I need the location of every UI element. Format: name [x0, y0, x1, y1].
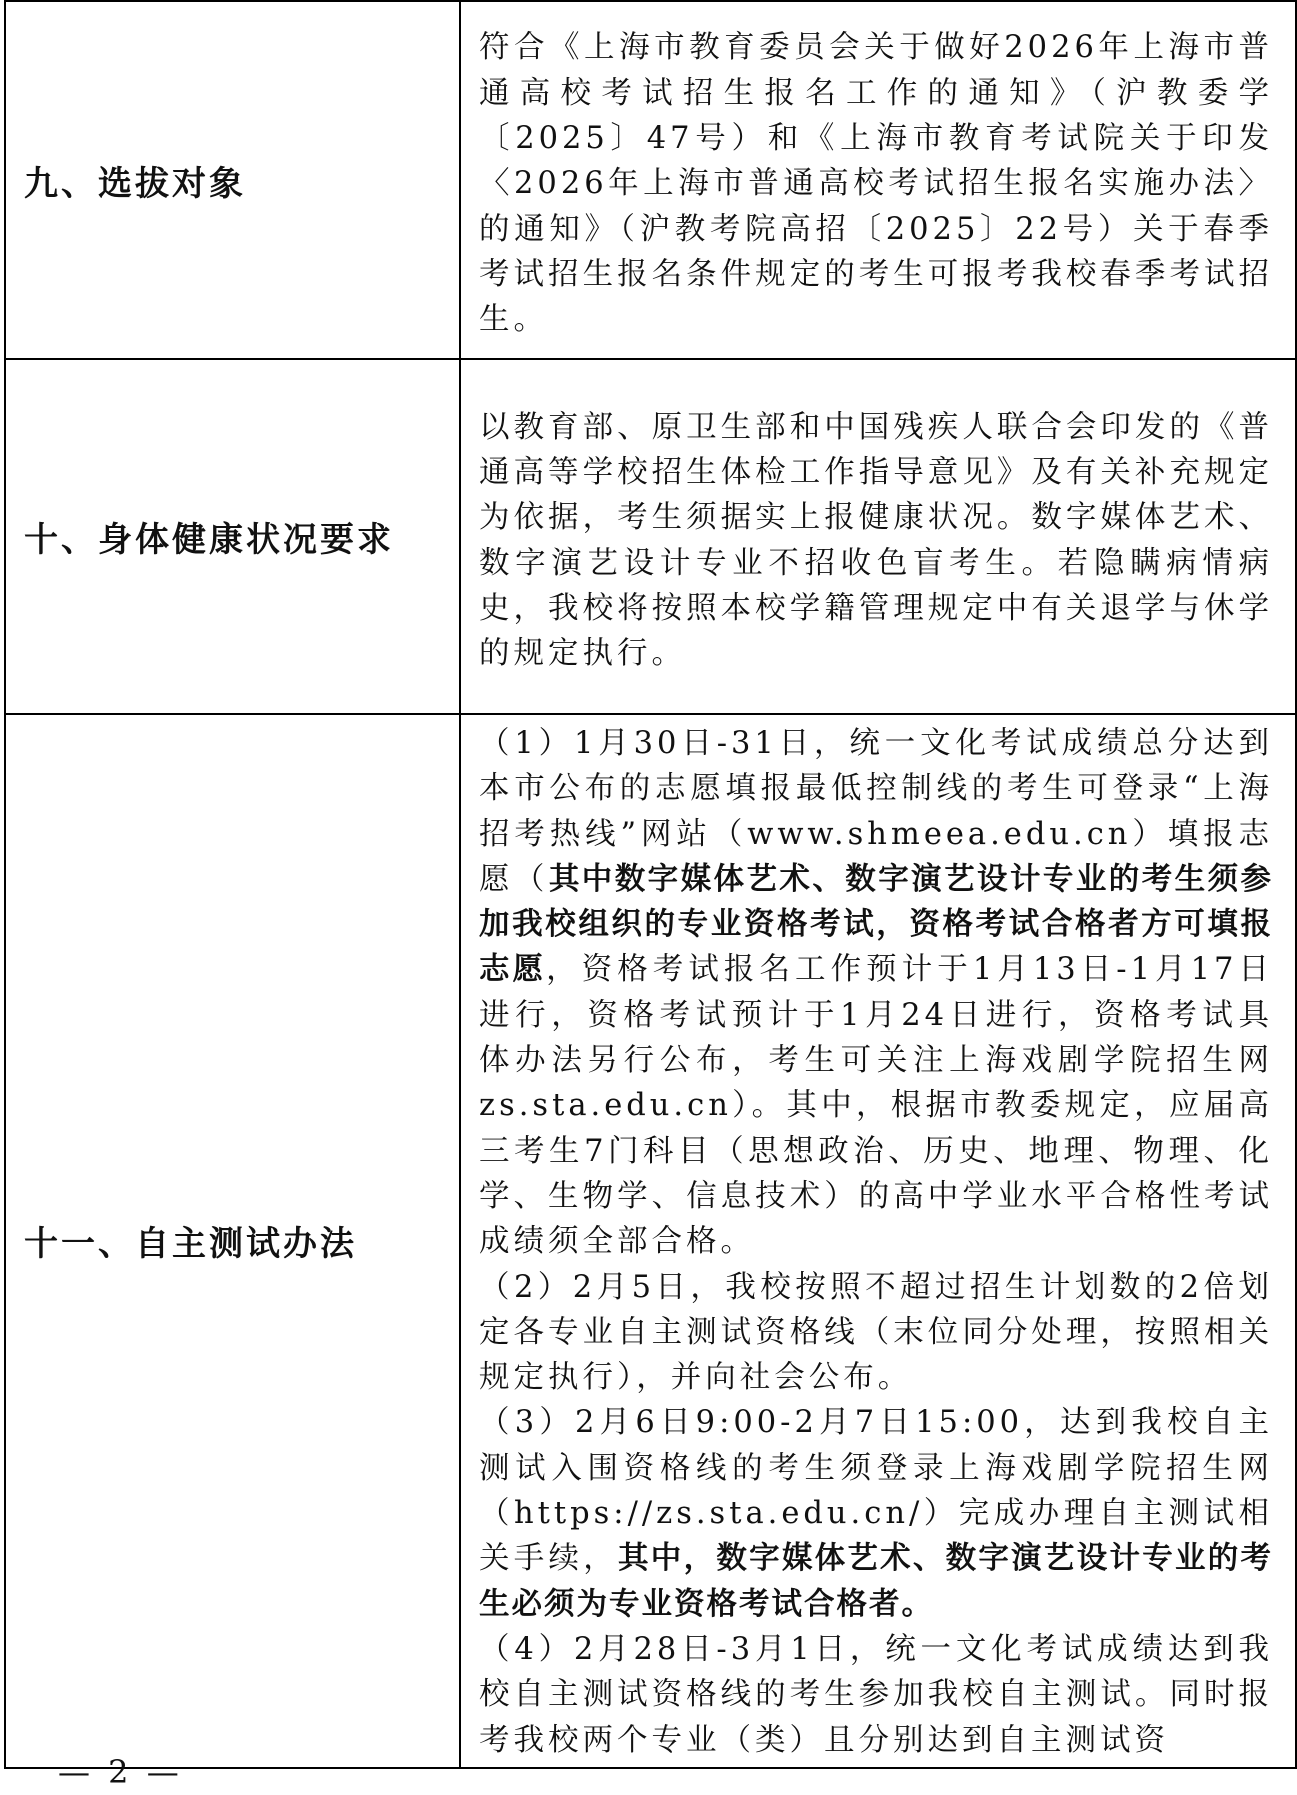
- content-paragraph: 以教育部、原卫生部和中国残疾人联合会印发的《普通高等学校招生体检工作指导意见》及有关补充规定为依据，考生须据实上报健康状况。数字媒体艺术、数字演艺设计专业不招收色盲考生。若隐瞒病情病史，我校将按照本校学籍管理规定中有关退学与休学的规定执行。: [479, 409, 1273, 672]
- row-label-health-requirements: 十、身体健康状况要求: [5, 359, 460, 714]
- content-paragraph-4: （4）2月28日-3月1日，统一文化考试成绩达到我校自主测试资格线的考生参加我校自主测试。同时报考我校两个专业（类）且分别达到自主测试资: [479, 1631, 1273, 1758]
- bold-notice: 其中数字媒体艺术、数字演艺设计专业的考生须参加我校组织的专业资格考试，资格考试合格者方可填报志愿: [479, 861, 1274, 988]
- text-span: （1）1月30日-31日，统一文化考试成绩总分达到本市公布的志愿填报最低控制线的考生可登录“上海招考热线”网站（www.shmeea.edu.cn）填报志愿（: [479, 726, 1273, 897]
- content-paragraph-2: （2）2月5日，我校按照不超过招生计划数的2倍划定各专业自主测试资格线（末位同分处理，按照相关规定执行），并向社会公布。: [479, 1269, 1273, 1396]
- text-span: ，资格考试报名工作预计于1月13日-1月17日进行，资格考试预计于1月24日进行，资格考试具体办法另行公布，考生可关注上海戏剧学院招生网zs.sta.edu.cn）。其中，根据市教委规定，应届高三考生7门科目（思想政治、历史、地理、物理、化学、生物学、信息技术）的高中学业水平合格性考试成绩须全部合格。: [479, 952, 1273, 1260]
- content-paragraph: 符合《上海市教育委员会关于做好2026年上海市普通高校考试招生报名工作的通知》（沪教委学〔2025〕47号）和《上海市教育考试院关于印发〈2026年上海市普通高校考试招生报名实施办法〉的通知》（沪教考院高招〔2025〕22号）关于春季考试招生报名条件规定的考生可报考我校春季考试招生。: [479, 30, 1273, 338]
- row-label-selection-target: 九、选拔对象: [5, 1, 460, 359]
- content-paragraph-1: [479, 721, 1273, 1265]
- row-content-selection-target: [460, 1, 1296, 359]
- row-content-health-requirements: [460, 359, 1296, 714]
- row-label-independent-test: 十一、自主测试办法: [5, 714, 460, 1768]
- admission-info-table: [4, 0, 1297, 1769]
- bold-notice: 其中，数字媒体艺术、数字演艺设计专业的考生必须为专业资格考试合格者。: [479, 1541, 1274, 1622]
- content-paragraph-3: [479, 1400, 1273, 1626]
- table-row: [5, 359, 1296, 714]
- table-row: [5, 1, 1296, 359]
- text-span: （3）2月6日9:00-2月7日15:00，达到我校自主测试入围资格线的考生须登录上海戏剧学院招生网（https://zs.sta.edu.cn/）完成办理自主测试相关手续，: [479, 1405, 1273, 1577]
- row-content-independent-test: [460, 714, 1296, 1768]
- table-row: [5, 714, 1296, 1768]
- page-number: — 2 —: [58, 1753, 183, 1791]
